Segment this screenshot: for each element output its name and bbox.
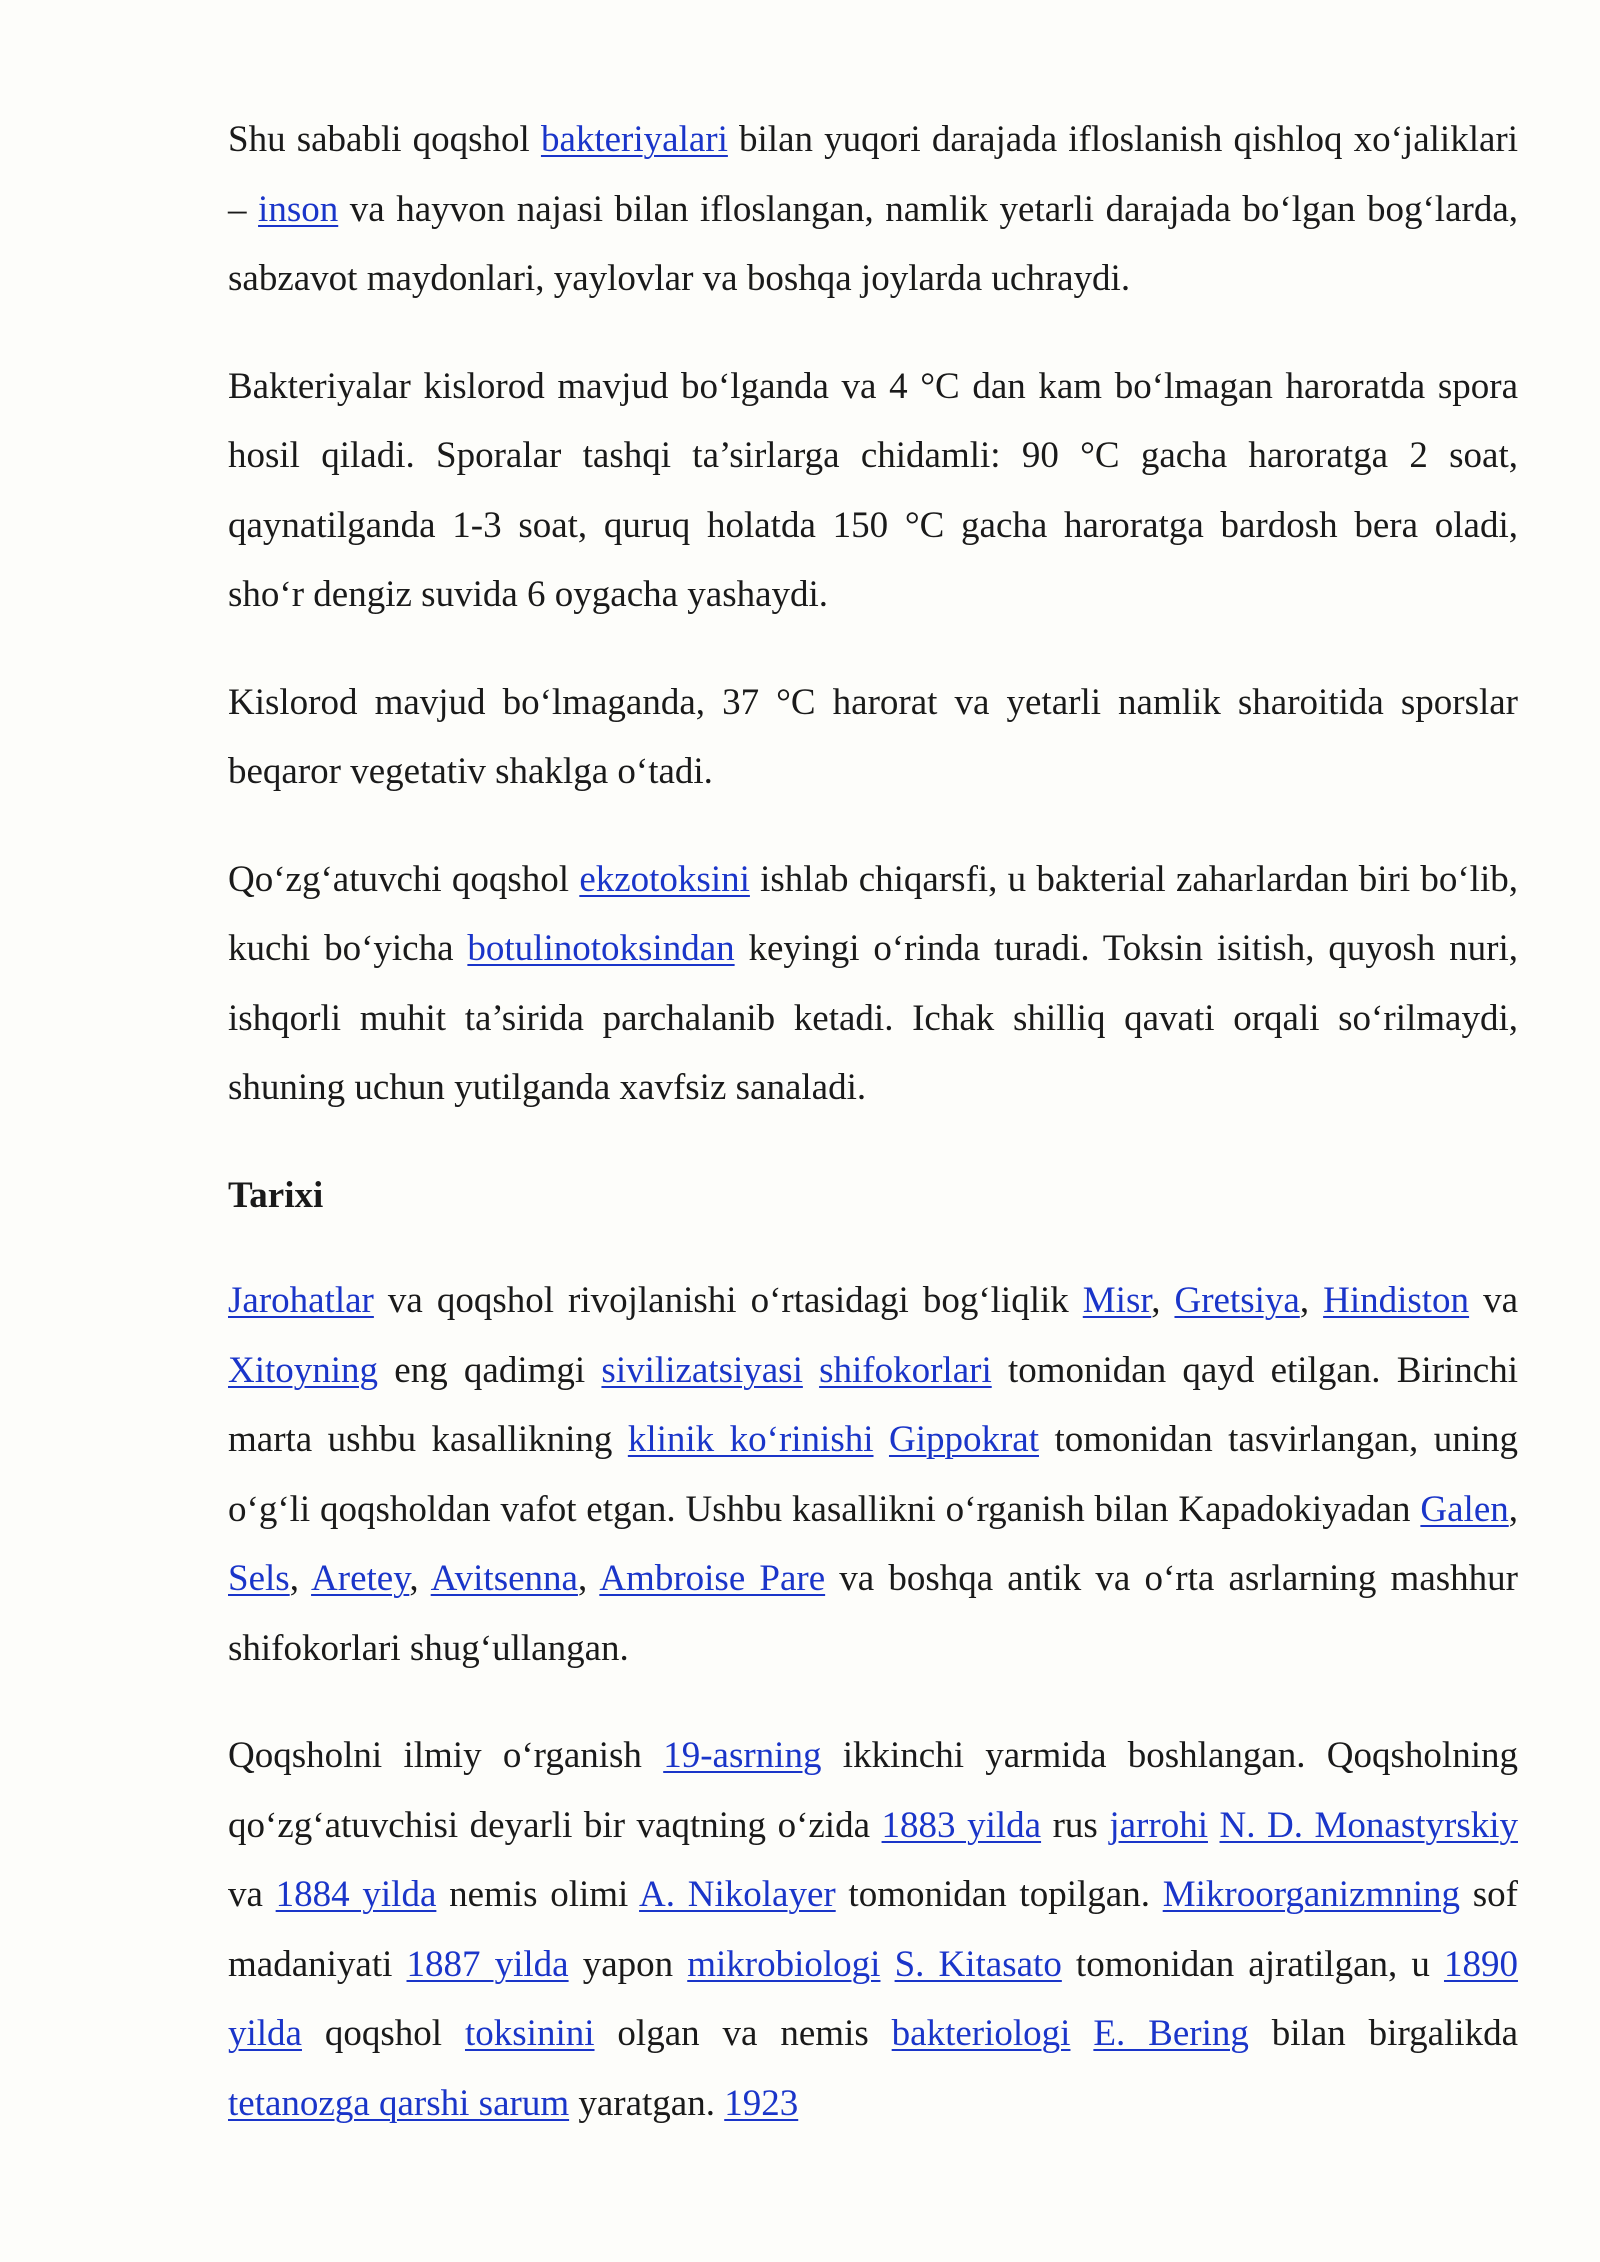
inline-link[interactable]: 1883 yilda [881, 1804, 1042, 1846]
document-body [228, 105, 1518, 2176]
inline-link[interactable]: ekzotoksini [579, 858, 750, 900]
text-run: Bakteriyalar kislorod mavjud bo‘lganda va 4 °C dan kam bo‘lmagan haroratda spora hosil qiladi. Sporalar tashqi ta’sirlarga chidamli: 90 °C gacha haroratga 2 soat, qaynatilganda 1-3 soat, quruq holatda 150 °C gacha haroratga bardosh bera oladi, sho‘r dengiz suvida 6 oygacha yashaydi. [228, 365, 1518, 615]
text-run: Qo‘zg‘atuvchi qoqshol [228, 858, 580, 900]
text-run: va qoqshol rivojlanishi o‘rtasidagi bog‘liqlik [373, 1280, 1083, 1321]
text-run [874, 1419, 889, 1460]
text-run: , [1151, 1280, 1175, 1321]
text-run: Kislorod mavjud bo‘lmaganda, 37 °C harorat va yetarli namlik sharoitida sporslar beqaror vegetativ shaklga o‘tadi. [228, 681, 1518, 792]
inline-link[interactable]: N. D. Monastyrskiy [1219, 1804, 1518, 1846]
text-run: tomonidan ajratilgan, u [1061, 1943, 1444, 1985]
inline-link[interactable]: 19-asrning [663, 1735, 822, 1776]
inline-link[interactable]: toksinini [464, 2013, 595, 2054]
text-run [803, 1350, 819, 1391]
inline-link[interactable]: Xitoyning [228, 1349, 379, 1391]
inline-link[interactable]: Misr [1082, 1280, 1152, 1321]
text-run [1070, 2013, 1093, 2054]
text-run: , [409, 1558, 431, 1599]
text-run: olgan va nemis [594, 2013, 892, 2054]
inline-link[interactable]: sivilizatsiyasi [601, 1349, 803, 1391]
inline-link[interactable]: Jarohatlar [228, 1280, 374, 1321]
text-run [1208, 1805, 1220, 1846]
inline-link[interactable]: E. Bering [1093, 2013, 1249, 2054]
text-run: , [1508, 1488, 1518, 1530]
inline-link[interactable]: Gippokrat [888, 1419, 1039, 1460]
paragraph [228, 668, 1518, 807]
paragraph [228, 1266, 1518, 1683]
text-run [880, 1944, 894, 1985]
text-run: bilan yuqori darajada ifloslanish qishloq xo‘jaliklari – [228, 119, 1518, 230]
inline-link[interactable]: tetanozga qarshi sarum [228, 2082, 570, 2124]
text-run: , [1299, 1280, 1324, 1321]
text-run: tomonidan qayd etilgan. Birinchi marta ushbu kasallikning [228, 1349, 1518, 1460]
inline-link[interactable]: 1890 yilda [228, 1943, 1518, 2054]
inline-link[interactable]: Mikroorganizmning [1162, 1874, 1461, 1915]
text-run: tomonidan tasvirlangan, uning o‘g‘li qoqsholdan vafot etgan. Ushbu kasallikni o‘rganish bilan Kapadokiyadan [228, 1419, 1518, 1530]
inline-link[interactable]: 1884 yilda [275, 1874, 437, 1915]
text-run: nemis olimi [436, 1874, 640, 1915]
inline-link[interactable]: 1887 yilda [406, 1943, 569, 1985]
inline-link[interactable]: Sels [228, 1558, 290, 1599]
inline-link[interactable]: mikrobiologi [687, 1943, 881, 1985]
text-run: yaratgan. [569, 2082, 725, 2124]
inline-link[interactable]: Aretey [311, 1558, 410, 1599]
inline-link[interactable]: 1923 [724, 2082, 799, 2124]
text-run: va [1469, 1280, 1518, 1321]
inline-link[interactable]: Gretsiya [1174, 1280, 1300, 1321]
text-run: sof madaniyati [228, 1874, 1518, 1985]
inline-link[interactable]: S. Kitasato [894, 1943, 1062, 1985]
inline-link[interactable]: bakteriologi [891, 2013, 1071, 2054]
inline-link[interactable]: A. Nikolayer [639, 1874, 836, 1915]
text-run: , [577, 1558, 600, 1599]
paragraph [228, 845, 1518, 1123]
text-run: va [228, 1874, 276, 1915]
text-run: ikkinchi yarmida boshlangan. Qoqsholning qo‘zg‘atuvchisi deyarli bir vaqtning o‘zida [228, 1735, 1518, 1846]
inline-link[interactable]: jarrohi [1109, 1804, 1208, 1846]
text-run: bilan birgalikda [1248, 2013, 1518, 2054]
text-run: rus [1041, 1804, 1110, 1846]
text-run: tomonidan topilgan. [835, 1874, 1163, 1915]
inline-link[interactable]: Galen [1420, 1488, 1509, 1530]
paragraph [228, 1721, 1518, 2138]
inline-link[interactable]: bakteriyalari [540, 119, 728, 160]
paragraph [228, 352, 1518, 630]
inline-link[interactable]: Avitsenna [430, 1558, 578, 1599]
inline-link[interactable]: botulinotoksindan [467, 928, 735, 969]
inline-link[interactable]: Ambroise Pare [599, 1558, 826, 1599]
section-heading: Tarixi [228, 1174, 324, 1216]
text-run: Shu sababli qoqshol [228, 119, 541, 160]
text-run: va hayvon najasi bilan ifloslangan, namlik yetarli darajada bo‘lgan bog‘larda, sabzavot maydonlari, yaylovlar va boshqa joylarda uchraydi. [228, 188, 1519, 299]
text-run: qoqshol [301, 2013, 465, 2054]
text-run: , [289, 1558, 312, 1599]
text-run: keyingi o‘rinda turadi. Toksin isitish, quyosh nuri, ishqorli muhit ta’sirida parchalanib ketadi. Ichak shilliq qavati orqali so‘rilmaydi, shuning uchun yutilganda xavfsiz sanaladi. [228, 928, 1519, 1108]
text-run: Qoqsholni ilmiy o‘rganish [228, 1735, 664, 1776]
text-run: ishlab chiqarsfi, u bakterial zaharlardan biri bo‘lib, kuchi bo‘yicha [228, 858, 1518, 969]
text-run: eng qadimgi [378, 1349, 602, 1391]
inline-link[interactable]: Hindiston [1323, 1280, 1470, 1321]
text-run: va boshqa antik va o‘rta asrlarning mashhur shifokorlari shug‘ullangan. [228, 1558, 1518, 1669]
inline-link[interactable]: inson [258, 188, 339, 230]
text-run: yapon [568, 1943, 688, 1985]
paragraph [228, 105, 1518, 314]
inline-link[interactable]: shifokorlari [819, 1349, 992, 1391]
inline-link[interactable]: klinik ko‘rinishi [627, 1419, 874, 1460]
